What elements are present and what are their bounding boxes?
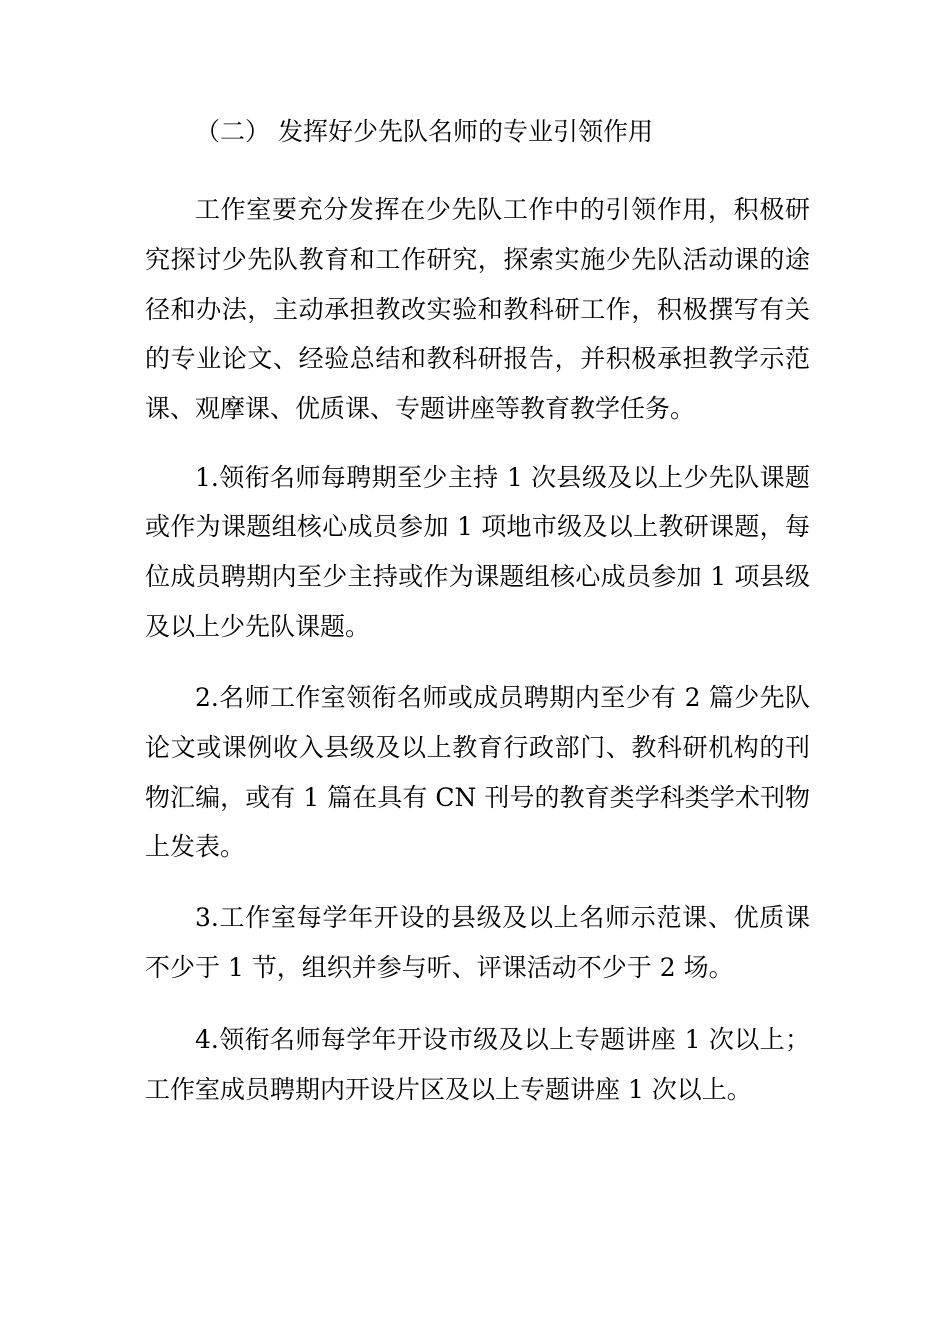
paragraph-2-line-1: 1.领衔名师每聘期至少主持 1 次县级及以上少先队课题 (195, 463, 810, 492)
paragraph-4-line-1: 3.工作室每学年开设的县级及以上名师示范课、优质课 (195, 903, 810, 932)
paragraph-3-line-2: 论文或课例收入县级及以上教育行政部门、教科研机构的刊 (145, 733, 810, 762)
paragraph-3-line-1: 2.名师工作室领衔名师或成员聘期内至少有 2 篇少先队 (195, 683, 810, 712)
paragraph-2-line-3: 位成员聘期内至少主持或作为课题组核心成员参加 1 项县级 (145, 562, 810, 591)
paragraph-3-line-3: 物汇编，或有 1 篇在具有 CN 刊号的教育类学科类学术刊物 (145, 783, 810, 812)
paragraph-2-line-2: 或作为课题组核心成员参加 1 项地市级及以上教研课题，每 (145, 512, 810, 541)
paragraph-3-line-4: 上发表。 (145, 832, 246, 861)
paragraph-5-line-2: 工作室成员聘期内开设片区及以上专题讲座 1 次以上。 (145, 1075, 752, 1104)
paragraph-1-line-2: 究探讨少先队教育和工作研究，探索实施少先队活动课的途 (145, 245, 810, 274)
paragraph-1-line-3: 径和办法，主动承担教改实验和教科研工作，积极撰写有关 (145, 295, 810, 324)
paragraph-1-line-4: 的专业论文、经验总结和教科研报告，并积极承担教学示范 (145, 344, 810, 373)
paragraph-1-line-1: 工作室要充分发挥在少先队工作中的引领作用，积极研 (195, 195, 810, 224)
paragraph-5-line-1: 4.领衔名师每学年开设市级及以上专题讲座 1 次以上； (195, 1025, 810, 1054)
paragraph-2-line-4: 及以上少先队课题。 (145, 612, 371, 641)
section-heading: （二） 发挥好少先队名师的专业引领作用 (195, 117, 653, 146)
paragraph-1-line-5: 课、观摩课、优质课、专题讲座等教育教学任务。 (145, 394, 696, 423)
paragraph-4-line-2: 不少于 1 节，组织并参与听、评课活动不少于 2 场。 (145, 953, 734, 982)
